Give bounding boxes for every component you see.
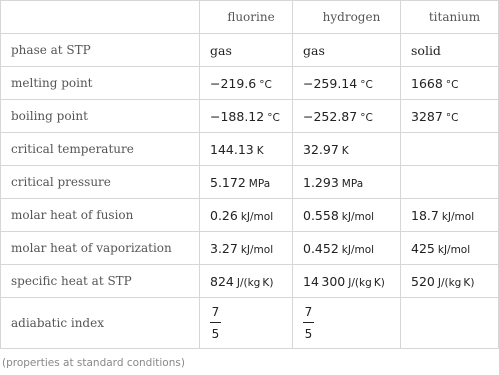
cell-value: 144.13 bbox=[210, 141, 254, 157]
cell-value: 3287 bbox=[411, 108, 443, 124]
cell-unit: °C bbox=[259, 78, 272, 91]
fraction bbox=[303, 306, 314, 341]
table-row bbox=[1, 232, 499, 265]
cell-value: 1668 bbox=[411, 75, 443, 91]
cell-hydrogen bbox=[293, 265, 401, 298]
fraction-denominator: 5 bbox=[211, 327, 220, 341]
cell-hydrogen bbox=[293, 34, 401, 67]
table-row bbox=[1, 133, 499, 166]
cell-value: gas bbox=[210, 42, 232, 58]
footnote: (properties at standard conditions) bbox=[2, 357, 185, 369]
cell-unit: kJ/mol bbox=[441, 210, 475, 223]
cell-unit: J/(kg K) bbox=[236, 276, 274, 289]
cell-unit: °C bbox=[445, 111, 459, 124]
cell-value: 1.293 bbox=[303, 174, 339, 190]
cell-unit: kJ/mol bbox=[341, 210, 375, 223]
row-label: boiling point bbox=[1, 100, 200, 133]
cell-value: −188.12 bbox=[210, 108, 265, 124]
cell-unit: kJ/mol bbox=[240, 243, 274, 256]
cell-titanium bbox=[401, 133, 499, 166]
cell-value: gas bbox=[303, 42, 325, 58]
cell-titanium bbox=[401, 67, 499, 100]
cell-value: 32.97 bbox=[303, 141, 339, 157]
column-header-titanium: titanium bbox=[401, 1, 499, 34]
cell-value: 0.452 bbox=[303, 240, 339, 256]
fraction-bar bbox=[303, 322, 314, 323]
table-row bbox=[1, 34, 499, 67]
cell-hydrogen bbox=[293, 199, 401, 232]
cell-value: 425 bbox=[411, 240, 435, 256]
cell-value: 520 bbox=[411, 273, 435, 289]
cell-value: 0.26 bbox=[210, 207, 238, 223]
cell-unit: MPa bbox=[341, 177, 364, 190]
cell-unit: °C bbox=[445, 78, 459, 91]
cell-fluorine bbox=[200, 232, 293, 265]
cell-fluorine bbox=[200, 298, 293, 349]
cell-value: 14 300 bbox=[303, 273, 346, 289]
table-row bbox=[1, 67, 499, 100]
row-label: adiabatic index bbox=[1, 298, 200, 349]
cell-titanium bbox=[401, 199, 499, 232]
row-label: specific heat at STP bbox=[1, 265, 200, 298]
table-row bbox=[1, 298, 499, 349]
cell-unit: J/(kg K) bbox=[437, 276, 475, 289]
cell-titanium bbox=[401, 166, 499, 199]
column-header-hydrogen: hydrogen bbox=[293, 1, 401, 34]
cell-unit: °C bbox=[360, 111, 373, 124]
cell-titanium bbox=[401, 298, 499, 349]
cell-value: 18.7 bbox=[411, 207, 439, 223]
cell-unit: MPa bbox=[248, 177, 271, 190]
cell-unit: kJ/mol bbox=[341, 243, 375, 256]
cell-titanium bbox=[401, 265, 499, 298]
row-label: molar heat of fusion bbox=[1, 199, 200, 232]
cell-value: solid bbox=[411, 42, 441, 58]
cell-fluorine bbox=[200, 166, 293, 199]
cell-fluorine bbox=[200, 133, 293, 166]
table-row bbox=[1, 199, 499, 232]
cell-hydrogen bbox=[293, 298, 401, 349]
table-row bbox=[1, 100, 499, 133]
fraction-numerator: 7 bbox=[211, 305, 220, 319]
cell-titanium bbox=[401, 100, 499, 133]
header-corner bbox=[1, 1, 200, 34]
cell-unit: kJ/mol bbox=[240, 210, 274, 223]
cell-hydrogen bbox=[293, 67, 401, 100]
table-row bbox=[1, 166, 499, 199]
fraction-denominator: 5 bbox=[304, 327, 313, 341]
cell-fluorine bbox=[200, 67, 293, 100]
row-label: phase at STP bbox=[1, 34, 200, 67]
fraction-bar bbox=[210, 322, 221, 323]
header-row bbox=[1, 1, 499, 34]
row-label: critical temperature bbox=[1, 133, 200, 166]
cell-hydrogen bbox=[293, 232, 401, 265]
cell-value: −219.6 bbox=[210, 75, 257, 91]
row-label: melting point bbox=[1, 67, 200, 100]
cell-value: −259.14 bbox=[303, 75, 358, 91]
cell-value: 5.172 bbox=[210, 174, 246, 190]
cell-hydrogen bbox=[293, 100, 401, 133]
column-header-fluorine: fluorine bbox=[200, 1, 293, 34]
cell-titanium bbox=[401, 34, 499, 67]
cell-hydrogen bbox=[293, 133, 401, 166]
cell-value: 3.27 bbox=[210, 240, 238, 256]
cell-fluorine bbox=[200, 199, 293, 232]
cell-fluorine bbox=[200, 265, 293, 298]
cell-unit: J/(kg K) bbox=[348, 276, 385, 289]
cell-unit: K bbox=[341, 144, 349, 157]
cell-unit: kJ/mol bbox=[437, 243, 471, 256]
cell-value: −252.87 bbox=[303, 108, 358, 124]
table-row bbox=[1, 265, 499, 298]
row-label: critical pressure bbox=[1, 166, 200, 199]
cell-unit: °C bbox=[267, 111, 280, 124]
cell-fluorine bbox=[200, 100, 293, 133]
fraction bbox=[210, 306, 221, 341]
cell-fluorine bbox=[200, 34, 293, 67]
cell-value: 0.558 bbox=[303, 207, 339, 223]
fraction-numerator: 7 bbox=[304, 305, 313, 319]
cell-value: 824 bbox=[210, 273, 234, 289]
cell-hydrogen bbox=[293, 166, 401, 199]
cell-unit: °C bbox=[360, 78, 373, 91]
cell-titanium bbox=[401, 232, 499, 265]
row-label: molar heat of vaporization bbox=[1, 232, 200, 265]
cell-unit: K bbox=[256, 144, 264, 157]
